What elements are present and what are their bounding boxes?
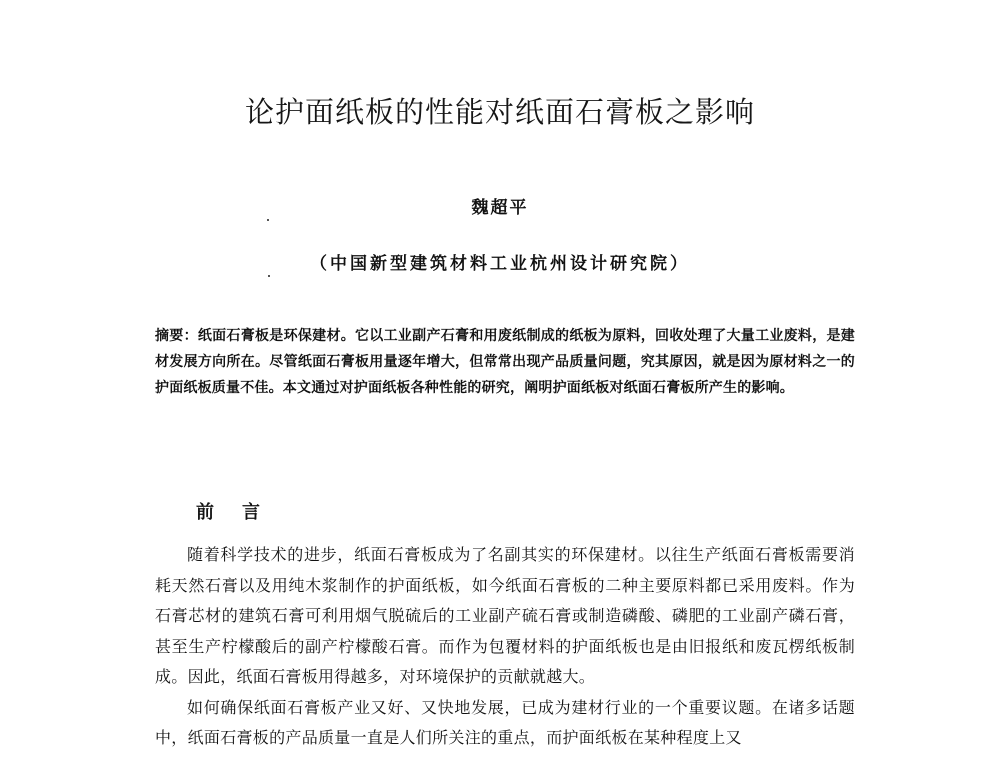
scan-speck — [268, 275, 270, 277]
abstract: 摘要：纸面石膏板是环保建材。它以工业副产石膏和用废纸制成的纸板为原料，回收处理了大量工业废料，是建材发展方向所在。尽管纸面石膏板用量逐年增大，但常常出现产品质量问题，究其原因，就是因为原材料之一的护面纸板质量不佳。本文通过对护面纸板各种性能的研究，阐明护面纸板对纸面石膏板所产生的影响。 — [155, 328, 855, 396]
scan-speck — [267, 219, 269, 221]
section-heading: 前言 — [196, 502, 288, 523]
body-text — [155, 540, 855, 754]
paragraph: 如何确保纸面石膏板产业又好、又快地发展，已成为建材行业的一个重要议题。在诸多话题中，纸面石膏板的产品质量一直是人们所关注的重点，而护面纸板在某种程度上又 — [155, 697, 855, 747]
author-name: 魏超平 — [471, 198, 529, 218]
author-affiliation: （中国新型建筑材料工业杭州设计研究院） — [310, 254, 690, 274]
paper-title: 论护面纸板的性能对纸面石膏板之影响 — [244, 95, 755, 129]
paragraph: 随着科学技术的进步，纸面石膏板成为了名副其实的环保建材。以往生产纸面石膏板需要消耗天然石膏以及用纯木浆制作的护面纸板，如今纸面石膏板的二种主要原料都已采用废料。作为石膏芯材的建筑石膏可利用烟气脱硫后的工业副产硫石膏或制造磷酸、磷肥的工业副产磷石膏，甚至生产柠檬酸后的副产柠檬酸石膏。而作为包覆材料的护面纸板也是由旧报纸和废瓦楞纸板制成。因此，纸面石膏板用得越多，对环境保护的贡献就越大。 — [155, 545, 855, 686]
